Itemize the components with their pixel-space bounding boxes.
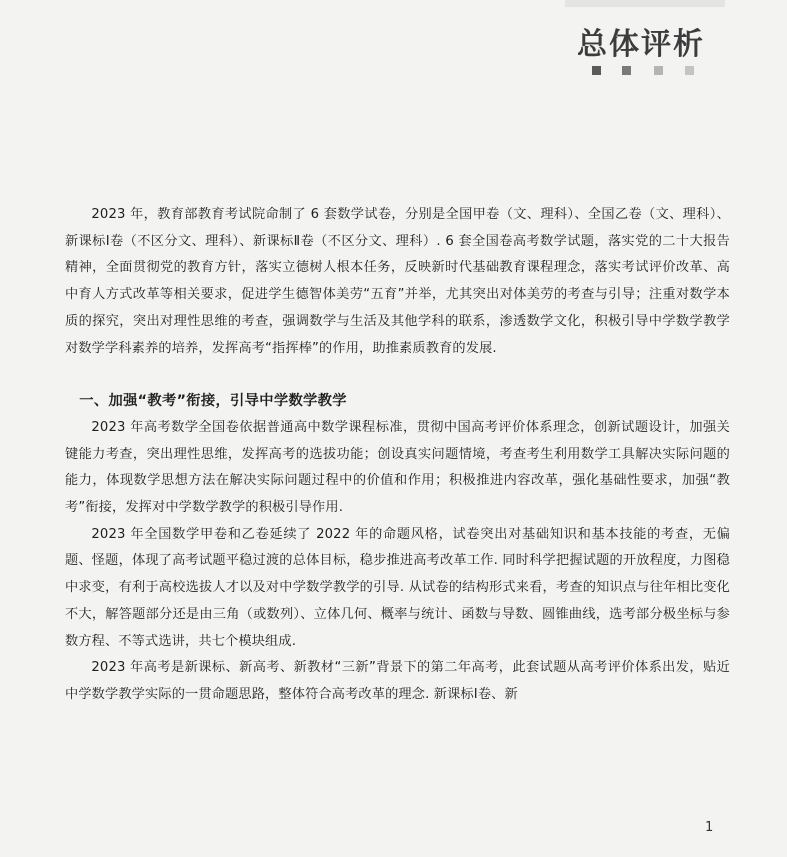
decoration-square	[592, 66, 601, 75]
body-paragraph: 2023 年全国数学甲卷和乙卷延续了 2022 年的命题风格，试卷突出对基础知识和基本技能的考查，无偏题、怪题，体现了高考试题平稳过渡的总体目标，稳步推进高考改革工作. 同时科学把握试题的开放程度，力图稳中求变，有利于高校选拔人才以及对中学数学教学的引导. 从试卷的结构形式来看，考查的知识点与往年相比变化不大，解答题部分还是由三角（或数列）、立体几何、概率与统计、函数与导数、圆锥曲线，选考部分极坐标与参数方程、不等式选讲，共七个模块组成.	[65, 526, 730, 649]
header-decoration-strip	[565, 0, 725, 7]
intro-paragraph: 2023 年，教育部教育考试院命制了 6 套数学试卷，分别是全国甲卷（文、理科）、全国乙卷（文、理科）、新课标Ⅰ卷（不区分文、理科）、新课标Ⅱ卷（不区分文、理科）. 6 套全国卷高考数学试题，落实党的二十大报告精神，全面贯彻党的教育方针，落实立德树人根本任务，反映新时代基础教育课程理念，落实考试评价改革、高中育人方式改革等相关要求，促进学生德智体美劳“五育”并举，尤其突出对体美劳的考查与引导；注重对数学本质的探究，突出对理性思维的考查，强调数学与生活及其他学科的联系，渗透数学文化，积极引导中学数学教学对数学学科素养的培养，发挥高考“指挥棒”的作用，助推素质教育的发展.	[65, 207, 730, 356]
decoration-square	[654, 66, 663, 75]
chapter-title: 总体评析	[577, 27, 705, 62]
body-paragraph: 2023 年高考是新课标、新高考、新教材“三新”背景下的第二年高考，此套试题从高考评价体系出发，贴近中学数学教学实际的一贯命题思路，整体符合高考改革的理念. 新课标Ⅰ卷、新	[65, 660, 730, 702]
page-number: 1	[705, 820, 714, 835]
body-paragraph: 2023 年高考数学全国卷依据普通高中数学课程标准，贯彻中国高考评价体系理念，创新试题设计，加强关键能力考查，突出理性思维，发挥高考的选拔功能；创设真实问题情境，考查考生利用数学工具解决实际问题的能力，体现数学思想方法在解决实际问题过程中的价值和作用；积极推进内容改革，强化基础性要求，加强“教考”衔接，发挥对中学数学教学的积极引导作用.	[65, 419, 730, 516]
body-content	[65, 202, 730, 709]
decoration-square	[622, 66, 631, 75]
decoration-square	[685, 66, 694, 75]
section-heading: 一、加强“教考”衔接，引导中学数学教学	[79, 393, 347, 410]
